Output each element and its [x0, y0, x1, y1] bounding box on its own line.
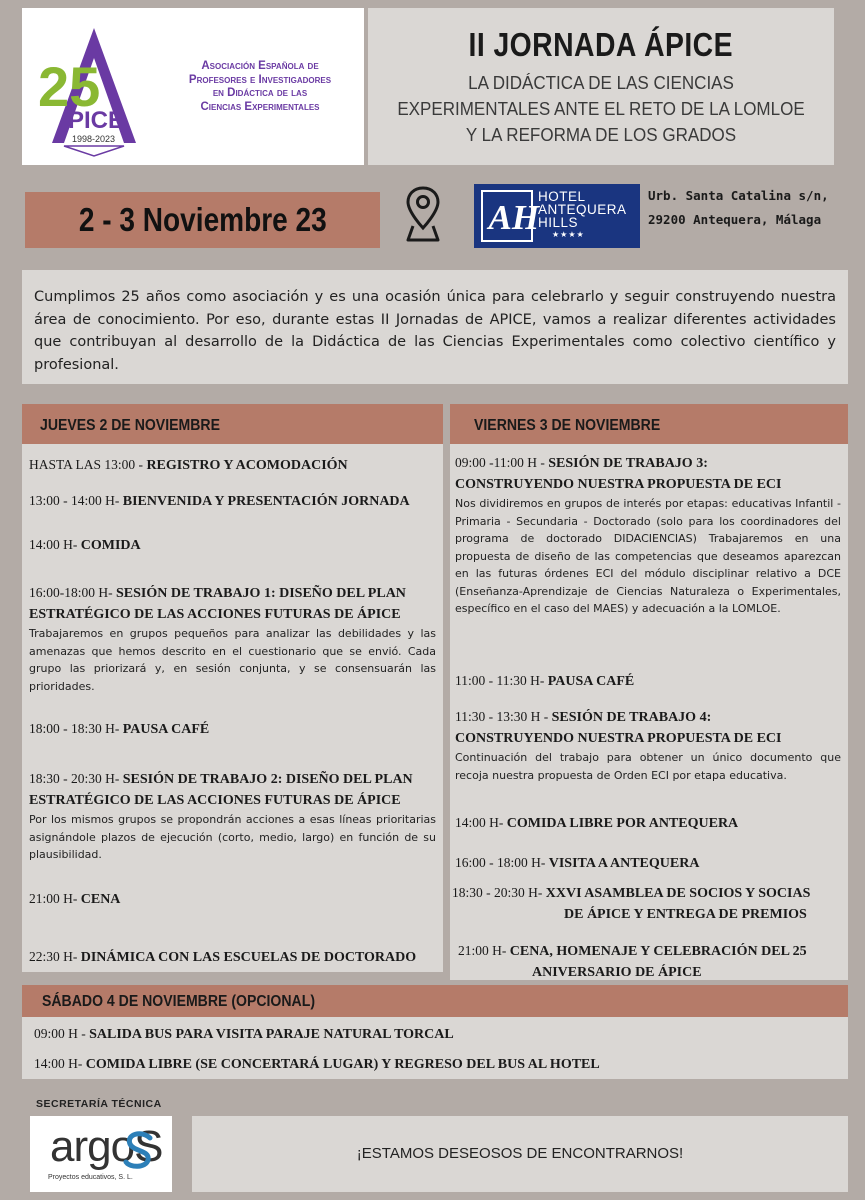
argos-tagline: Proyectos educativos, S. L. [48, 1174, 133, 1181]
saturday-entry-comida: 14:00 H- COMIDA LIBRE (SE CONCERTARÁ LUGAR) Y REGRESO DEL BUS AL HOTEL [34, 1056, 600, 1072]
friday-entry-asamblea: 18:30 - 20:30 H- XXVI ASAMBLEA DE SOCIOS Y SOCIAS DE ÁPICE Y ENTREGA DE PREMIOS [452, 885, 811, 922]
thursday-entry-dinamica: 22:30 H- DINÁMICA CON LAS ESCUELAS DE DOCTORADO [29, 949, 417, 965]
hotel-name: HOTEL ANTEQUERA HILLS [538, 189, 627, 230]
thursday-header: JUEVES 2 DE NOVIEMBRE [22, 404, 443, 444]
thursday-entry-sesion-1: 16:00-18:00 H- SESIÓN DE TRABAJO 1: DISEÑO DEL PLAN ESTRATÉGICO DE LAS ACCIONES FUTURAS DE ÁPICE Trabajaremos en grupos pequeños para analizar las debilidades y las amenazas que hemos descrito en el cuestionario que se envió. Cada grupo las priorizará y, en sesión conjunta, y se consensuarán las prioridades. [29, 585, 436, 693]
argos-logo [30, 1116, 172, 1192]
location-pin-icon [405, 184, 441, 242]
secretaria-label: SECRETARÍA TÉCNICA [36, 1098, 162, 1110]
hotel-stars: ★★★★ [552, 230, 585, 239]
hotel-emblem-icon [481, 190, 540, 242]
event-title-panel [368, 8, 834, 165]
argos-wordmark: argoS [50, 1122, 163, 1171]
friday-header: VIERNES 3 DE NOVIEMBRE [450, 404, 848, 444]
thursday-entry-sesion-2: 18:30 - 20:30 H- SESIÓN DE TRABAJO 2: DISEÑO DEL PLAN ESTRATÉGICO DE LAS ACCIONES FUTURAS DE ÁPICE Por los mismos grupos se propondrán acciones a esas líneas prioritarias asignándole plazos de ejecución (corto, medio, largo) en función de su plausibilidad. [29, 771, 436, 861]
thursday-entry-comida: 14:00 H- COMIDA [29, 537, 141, 553]
intro-text: Cumplimos 25 años como asociación y es una ocasión única para celebrarlo y seguir construyendo nuestra área de conocimiento. Por eso, durante estas II Jornadas de APICE, vamos a realizar diferentes actividades que contribuyan al desarrollo de la Didáctica de las Ciencias Experimentales como colectivo científico y profesional. [22, 270, 848, 384]
hotel-address: Urb. Santa Catalina s/n, 29200 Antequera, Málaga [648, 188, 829, 227]
svg-text:25: 25 [38, 55, 101, 118]
logo-word: PICE [68, 107, 125, 134]
association-name: Asociación Española de Profesores e Investigadores en Didáctica de las Ciencias Experimentales [188, 60, 332, 113]
argos-swirl-icon [122, 1130, 156, 1170]
association-logo-panel [22, 8, 364, 165]
friday-entry-visita: 16:00 - 18:00 H- VISITA A ANTEQUERA [455, 855, 700, 871]
event-title: II JORNADA ÁPICE [468, 26, 734, 63]
friday-entry-cena-homenaje: 21:00 H- CENA, HOMENAJE Y CELEBRACIÓN DEL 25 ANIVERSARIO DE ÁPICE [458, 943, 807, 980]
thursday-entry-registro: HASTA LAS 13:00 - REGISTRO Y ACOMODACIÓN [29, 457, 348, 473]
logo-years: 1998-2023 [72, 134, 116, 144]
thursday-entry-bienvenida: 13:00 - 14:00 H- BIENVENIDA Y PRESENTACIÓN JORNADA [29, 493, 410, 509]
saturday-header: SÁBADO 4 DE NOVIEMBRE (OPCIONAL) [22, 985, 848, 1017]
closing-message: ¡ESTAMOS DESEOSOS DE ENCONTRARNOS! [192, 1116, 848, 1192]
thursday-column [22, 404, 443, 972]
event-dates: 2 - 3 Noviembre 23 [25, 192, 380, 248]
friday-column [450, 404, 848, 980]
thursday-entry-cena: 21:00 H- CENA [29, 891, 121, 907]
svg-text:AH: AH [488, 197, 540, 237]
apice-25-logo [34, 18, 154, 158]
thursday-entry-pausa-cafe: 18:00 - 18:30 H- PAUSA CAFÉ [29, 721, 210, 737]
saturday-section [22, 985, 848, 1079]
friday-entry-sesion-3: 09:00 -11:00 H - SESIÓN DE TRABAJO 3: CONSTRUYENDO NUESTRA PROPUESTA DE ECI Nos dividiremos en grupos de interés por etapas: educativas Infantil - Primaria - Secundaria - Doctorado (solo para los coordinadores del programa de doctorado DIDACIENCIAS) Trabajaremos en una propuesta de diseño de las competencias que deseamos aparezcan en las futuras órdenes ECI del módulo disciplinar relativo a DCE (Enseñanza-Aprendizaje de Ciencias Naturaleza o Experimentales, específico en el caso del MAES) y adecuación a la LOMLOE. [455, 455, 841, 615]
friday-entry-sesion-4: 11:30 - 13:30 H - SESIÓN DE TRABAJO 4: CONSTRUYENDO NUESTRA PROPUESTA DE ECI Continuación del trabajo para obtener un único documento que recoja nuestra propuesta de Orden ECI por etapa educativa. [455, 709, 841, 782]
saturday-entry-bus: 09:00 H - SALIDA BUS PARA VISITA PARAJE NATURAL TORCAL [34, 1026, 454, 1042]
friday-entry-pausa-cafe: 11:00 - 11:30 H- PAUSA CAFÉ [455, 673, 635, 689]
friday-entry-comida: 14:00 H- COMIDA LIBRE POR ANTEQUERA [455, 815, 739, 831]
hotel-logo [474, 184, 640, 248]
event-subtitle: LA DIDÁCTICA DE LAS CIENCIAS EXPERIMENTALES ANTE EL RETO DE LA LOMLOE Y LA REFORMA DE LOS GRADOS [397, 72, 805, 145]
